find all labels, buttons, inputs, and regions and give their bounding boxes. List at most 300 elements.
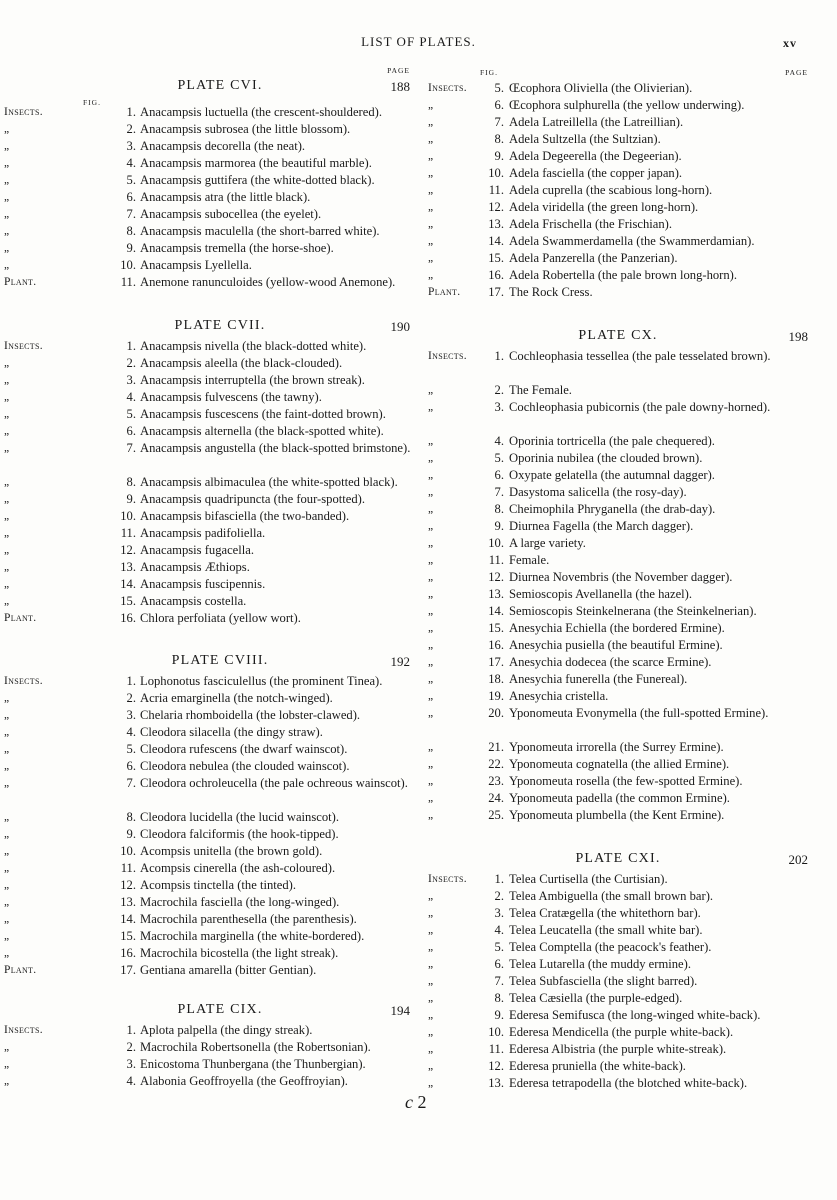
entry-category: „ <box>428 924 434 936</box>
species-name: Ederesa Mendicella (the purple white-back). <box>509 1025 734 1039</box>
figure-number: 13. <box>488 1076 504 1090</box>
entry-category: „ <box>4 191 10 203</box>
list-item <box>428 1058 808 1075</box>
plate-section <box>428 328 808 824</box>
entry-category: Plant. <box>428 286 461 298</box>
figure-number: 4. <box>494 434 504 448</box>
entry-category: „ <box>4 896 10 908</box>
entry-category: „ <box>428 656 434 668</box>
list-item <box>4 525 410 542</box>
figure-number: 6. <box>126 759 136 773</box>
entry-category: „ <box>4 947 10 959</box>
fig-column-label: FIG. <box>480 68 498 77</box>
species-name: Alabonia Geoffroyella (the Geoffroyian). <box>140 1074 348 1088</box>
figure-number: 5. <box>494 81 504 95</box>
figure-number: 11. <box>488 553 504 567</box>
figure-number: 1. <box>126 674 136 688</box>
figure-number: 8. <box>126 810 136 824</box>
list-item <box>428 250 808 267</box>
entry-category: „ <box>428 235 434 247</box>
list-item <box>4 894 410 911</box>
list-item <box>4 542 410 559</box>
list-item <box>4 877 410 894</box>
species-name: Yponomeuta rosella (the few-spotted Ermine). <box>509 774 743 788</box>
figure-number: 16. <box>488 638 504 652</box>
figure-number: 12. <box>488 570 504 584</box>
species-name: Cleodora nebulea (the clouded wainscot). <box>140 759 350 773</box>
species-name: Yponomeuta Evonymella (the full-spotted Ermine). <box>509 706 769 720</box>
list-item <box>428 399 808 433</box>
entry-category: „ <box>428 907 434 919</box>
figure-number: 10. <box>488 536 504 550</box>
entry-category: „ <box>428 452 434 464</box>
list-item <box>428 114 808 131</box>
figure-number: 1. <box>126 105 136 119</box>
figure-number: 7. <box>126 207 136 221</box>
entry-category: „ <box>4 828 10 840</box>
plate-section <box>428 851 808 1092</box>
species-name: Anacampsis subrosea (the little blossom). <box>140 122 351 136</box>
list-item <box>428 871 808 888</box>
figure-number: 6. <box>126 424 136 438</box>
entry-category: „ <box>4 1041 10 1053</box>
list-item <box>4 1022 410 1039</box>
species-name: Acompsis tinctella (the tinted). <box>140 878 296 892</box>
entry-category: Plant. <box>4 612 37 624</box>
plate-page-number: 202 <box>788 852 808 867</box>
list-item <box>4 928 410 945</box>
species-name: Œcophora Oliviella (the Olivierian). <box>509 81 693 95</box>
figure-number: 2. <box>126 1040 136 1054</box>
entry-category: Insects. <box>4 1024 43 1036</box>
entry-category: „ <box>4 913 10 925</box>
species-name: Anacampsis aleella (the black-clouded). <box>140 356 343 370</box>
figure-number: 10. <box>488 1025 504 1039</box>
species-name: Acompsis unitella (the brown gold). <box>140 844 323 858</box>
species-name: Gentiana amarella (bitter Gentian). <box>140 963 317 977</box>
plate-heading <box>30 318 410 338</box>
figure-number: 2. <box>126 356 136 370</box>
list-item <box>428 905 808 922</box>
entry-category: „ <box>4 692 10 704</box>
species-name: Cleodora rufescens (the dwarf wainscot). <box>140 742 348 756</box>
entry-category: „ <box>428 116 434 128</box>
species-name: Telea Cæsiella (the purple-edged). <box>509 991 683 1005</box>
figure-number: 1. <box>126 339 136 353</box>
entry-list <box>4 338 411 627</box>
plate-title: PLATE CVI. <box>177 78 263 93</box>
plate-continuation <box>428 68 808 301</box>
species-name: Macrochila bicostella (the light streak). <box>140 946 339 960</box>
entry-category: „ <box>4 357 10 369</box>
list-item <box>4 104 410 121</box>
entry-category: „ <box>428 384 434 396</box>
figure-number: 4. <box>494 923 504 937</box>
list-item <box>4 155 410 172</box>
species-name: Œcophora sulphurella (the yellow underwing). <box>509 98 745 112</box>
figure-number: 17. <box>488 285 504 299</box>
figure-number: 5. <box>126 407 136 421</box>
list-item <box>428 990 808 1007</box>
plate-section <box>4 66 410 291</box>
species-name: Cleodora falciformis (the hook-tipped). <box>140 827 339 841</box>
figure-number: 16. <box>120 611 136 625</box>
species-name: Anacampsis luctuella (the crescent-shouldered). <box>140 105 382 119</box>
figure-number: 18. <box>488 672 504 686</box>
species-name: Diurnea Novembris (the November dagger). <box>509 570 733 584</box>
plate-heading <box>30 66 410 107</box>
species-name: Adela Sultzella (the Sultzian). <box>509 132 661 146</box>
species-name: Anacampsis Æthiops. <box>140 560 250 574</box>
species-name: Oporinia tortricella (the pale chequered). <box>509 434 715 448</box>
figure-number: 22. <box>488 757 504 771</box>
entry-category: „ <box>4 930 10 942</box>
list-item <box>428 80 808 97</box>
species-name: Macrochila parenthesella (the parenthesis). <box>140 912 357 926</box>
figure-number: 17. <box>120 963 136 977</box>
list-item <box>428 501 808 518</box>
entry-category: Plant. <box>4 276 37 288</box>
entry-category: „ <box>428 707 434 719</box>
figure-number: 8. <box>494 502 504 516</box>
entry-category: „ <box>428 435 434 447</box>
entry-category: „ <box>428 1026 434 1038</box>
figure-number: 3. <box>126 139 136 153</box>
figure-number: 7. <box>126 441 136 455</box>
list-item <box>4 355 410 372</box>
list-item <box>428 518 808 535</box>
figure-number: 11. <box>120 861 136 875</box>
species-name: Anesychia dodecea (the scarce Ermine). <box>509 655 712 669</box>
figure-number: 3. <box>494 400 504 414</box>
species-name: Macrochila Robertsonella (the Robertsonian). <box>140 1040 371 1054</box>
figure-number: 14. <box>488 234 504 248</box>
entry-category: „ <box>4 811 10 823</box>
entry-category: „ <box>428 890 434 902</box>
species-name: Yponomeuta cognatella (the allied Ermine). <box>509 757 730 771</box>
species-name: Cochleophasia tessellea (the pale tesselated brown). <box>509 349 771 363</box>
list-item <box>4 172 410 189</box>
entry-category: Insects. <box>428 82 467 94</box>
entry-category: „ <box>428 958 434 970</box>
list-item <box>4 724 410 741</box>
list-item <box>4 1073 410 1090</box>
species-name: Telea Comptella (the peacock's feather). <box>509 940 712 954</box>
figure-number: 23. <box>488 774 504 788</box>
page-column-label: PAGE <box>785 68 808 77</box>
figure-number: 4. <box>126 390 136 404</box>
list-item <box>428 939 808 956</box>
entry-category: „ <box>4 527 10 539</box>
figure-number: 2. <box>126 122 136 136</box>
species-name: Anacampsis atra (the little black). <box>140 190 311 204</box>
figure-number: 12. <box>120 543 136 557</box>
list-item <box>4 843 410 860</box>
figure-number: 8. <box>494 991 504 1005</box>
list-item <box>4 508 410 525</box>
list-item <box>428 433 808 450</box>
species-name: Dasystoma salicella (the rosy-day). <box>509 485 687 499</box>
entry-category: „ <box>428 741 434 753</box>
species-name: The Rock Cress. <box>509 285 593 299</box>
entry-category: „ <box>428 133 434 145</box>
list-item <box>4 138 410 155</box>
plate-title: PLATE CX. <box>578 328 658 343</box>
species-name: Adela Swammerdamella (the Swammerdamian). <box>509 234 755 248</box>
species-name: Telea Lutarella (the muddy ermine). <box>509 957 691 971</box>
figure-number: 14. <box>120 577 136 591</box>
list-item <box>4 206 410 223</box>
figure-number: 1. <box>494 349 504 363</box>
plate-section <box>4 318 411 627</box>
species-name: Diurnea Fagella (the March dagger). <box>509 519 694 533</box>
figure-number: 16. <box>488 268 504 282</box>
list-item <box>4 610 410 627</box>
figure-number: 11. <box>488 1042 504 1056</box>
plate-heading <box>30 653 410 673</box>
plate-heading <box>428 328 808 348</box>
species-name: Telea Curtisella (the Curtisian). <box>509 872 668 886</box>
species-name: Cleodora ochroleucella (the pale ochreous wainscot). <box>140 776 408 790</box>
list-item <box>4 593 410 610</box>
entry-category: „ <box>4 510 10 522</box>
species-name: Lophonotus fasciculellus (the prominent Tinea). <box>140 674 383 688</box>
figure-number: 9. <box>126 492 136 506</box>
figure-number: 12. <box>488 200 504 214</box>
species-name: Telea Subfasciella (the slight barred). <box>509 974 698 988</box>
list-item <box>4 1056 410 1073</box>
figure-number: 10. <box>488 166 504 180</box>
entry-category: „ <box>428 201 434 213</box>
species-name: Anacampsis fuscescens (the faint-dotted brown). <box>140 407 386 421</box>
entry-category: „ <box>4 879 10 891</box>
list-item <box>4 406 410 423</box>
species-name: Oxypate gelatella (the autumnal dagger). <box>509 468 715 482</box>
species-name: Acompsis cinerella (the ash-coloured). <box>140 861 336 875</box>
plate-page-number: 192 <box>390 654 410 669</box>
list-item <box>4 945 410 962</box>
entry-category: Insects. <box>428 350 467 362</box>
list-item <box>428 450 808 467</box>
figure-number: 6. <box>494 468 504 482</box>
list-item <box>4 758 410 775</box>
species-name: Anacampsis decorella (the neat). <box>140 139 306 153</box>
list-item <box>4 576 410 593</box>
list-item <box>428 756 808 773</box>
entry-list <box>428 348 808 824</box>
list-item <box>428 467 808 484</box>
figure-number: 3. <box>126 1057 136 1071</box>
list-item <box>4 189 410 206</box>
figure-number: 15. <box>120 929 136 943</box>
species-name: Telea Leucatella (the small white bar). <box>509 923 703 937</box>
entry-category: „ <box>428 401 434 413</box>
plate-section <box>4 1002 410 1090</box>
entry-list <box>4 1022 410 1090</box>
list-item <box>428 620 808 637</box>
figure-number: 6. <box>126 190 136 204</box>
figure-number: 11. <box>120 275 136 289</box>
figure-number: 4. <box>126 156 136 170</box>
figure-number: 11. <box>120 526 136 540</box>
entry-category: „ <box>4 561 10 573</box>
species-name: Anacampsis bifasciella (the two-banded). <box>140 509 350 523</box>
entry-category: „ <box>428 1009 434 1021</box>
entry-category: „ <box>428 690 434 702</box>
entry-category: „ <box>428 975 434 987</box>
figure-number: 15. <box>120 594 136 608</box>
entry-category: „ <box>428 503 434 515</box>
figure-number: 14. <box>488 604 504 618</box>
plate-page-number: 188 <box>390 79 410 94</box>
entry-category: Insects. <box>4 675 43 687</box>
figure-number: 9. <box>494 519 504 533</box>
list-item <box>4 372 410 389</box>
entry-category: „ <box>428 269 434 281</box>
entry-category: „ <box>4 595 10 607</box>
species-name: Cleodora silacella (the dingy straw). <box>140 725 323 739</box>
species-name: Ederesa Albistria (the purple white-streak). <box>509 1042 727 1056</box>
entry-category: „ <box>4 374 10 386</box>
list-item <box>428 654 808 671</box>
entry-category: „ <box>4 760 10 772</box>
entry-category: „ <box>428 469 434 481</box>
species-name: Anacampsis tremella (the horse-shoe). <box>140 241 334 255</box>
plate-title: PLATE CXI. <box>575 851 661 866</box>
entry-category: „ <box>4 242 10 254</box>
entry-category: „ <box>428 554 434 566</box>
species-name: Acria emarginella (the notch-winged). <box>140 691 333 705</box>
figure-number: 8. <box>126 224 136 238</box>
entry-category: „ <box>4 123 10 135</box>
entry-category: „ <box>428 775 434 787</box>
list-item <box>428 956 808 973</box>
list-item <box>428 552 808 569</box>
species-name: Adela fasciella (the copper japan). <box>509 166 683 180</box>
species-name: Cleodora lucidella (the lucid wainscot). <box>140 810 339 824</box>
entry-category: „ <box>428 1077 434 1089</box>
figure-number: 5. <box>494 940 504 954</box>
entry-category: „ <box>428 486 434 498</box>
entry-category: „ <box>4 225 10 237</box>
entry-category: „ <box>4 578 10 590</box>
species-name: Anesychia pusiella (the beautiful Ermine). <box>509 638 723 652</box>
entry-category: „ <box>428 758 434 770</box>
figure-number: 1. <box>126 1023 136 1037</box>
species-name: Anacampsis guttifera (the white-dotted black). <box>140 173 375 187</box>
species-name: Chlora perfoliata (yellow wort). <box>140 611 301 625</box>
entry-category: „ <box>428 673 434 685</box>
page-number: xv <box>783 36 797 50</box>
species-name: Anacampsis alternella (the black-spotted white). <box>140 424 384 438</box>
list-item <box>4 559 410 576</box>
figure-number: 15. <box>488 621 504 635</box>
entry-category: Insects. <box>4 340 43 352</box>
species-name: Adela Robertella (the pale brown long-horn). <box>509 268 738 282</box>
figure-number: 13. <box>488 587 504 601</box>
species-name: Anacampsis subocellea (the eyelet). <box>140 207 322 221</box>
list-item <box>4 257 410 274</box>
plate-title: PLATE CVII. <box>174 318 266 333</box>
species-name: Ederesa tetrapodella (the blotched white-back). <box>509 1076 748 1090</box>
species-name: Chelaria rhomboidella (the lobster-clawed). <box>140 708 361 722</box>
figure-number: 10. <box>120 258 136 272</box>
entry-category: „ <box>428 992 434 1004</box>
plate-page-number: 190 <box>390 319 410 334</box>
species-name: Anesychia funerella (the Funereal). <box>509 672 688 686</box>
figure-number: 10. <box>120 509 136 523</box>
entry-category: „ <box>428 588 434 600</box>
entry-category: „ <box>428 809 434 821</box>
list-item <box>428 1007 808 1024</box>
list-item <box>4 1039 410 1056</box>
figure-number: 20. <box>488 706 504 720</box>
figure-number: 5. <box>494 451 504 465</box>
entry-category: „ <box>428 99 434 111</box>
figure-number: 7. <box>126 776 136 790</box>
list-item <box>428 773 808 790</box>
figure-number: 9. <box>126 241 136 255</box>
entry-category: „ <box>4 743 10 755</box>
plate-heading <box>428 851 808 871</box>
species-name: Cochleophasia pubicornis (the pale downy-horned). <box>509 400 771 414</box>
species-name: Yponomeuta padella (the common Ermine). <box>509 791 730 805</box>
entry-category: Insects. <box>428 873 467 885</box>
entry-category: „ <box>428 520 434 532</box>
entry-category: „ <box>4 845 10 857</box>
figure-number: 6. <box>494 98 504 112</box>
entry-category: Insects. <box>4 106 43 118</box>
list-item <box>4 274 410 291</box>
list-item <box>428 1075 808 1092</box>
list-item <box>4 423 410 440</box>
entry-category: „ <box>4 408 10 420</box>
species-name: Adela cuprella (the scabious long-horn). <box>509 183 713 197</box>
plate-title: PLATE CIX. <box>177 1002 263 1017</box>
figure-number: 11. <box>488 183 504 197</box>
entry-category: „ <box>428 605 434 617</box>
list-item <box>4 338 410 355</box>
list-item <box>428 922 808 939</box>
figure-number: 19. <box>488 689 504 703</box>
species-name: Adela Frischella (the Frischian). <box>509 217 672 231</box>
figure-number: 5. <box>126 173 136 187</box>
figure-number: 25. <box>488 808 504 822</box>
list-item <box>428 739 808 756</box>
figure-number: 5. <box>126 742 136 756</box>
list-item <box>428 1041 808 1058</box>
figure-number: 2. <box>126 691 136 705</box>
figure-number: 9. <box>494 1008 504 1022</box>
entry-category: „ <box>428 639 434 651</box>
list-item <box>4 491 410 508</box>
species-name: Anesychia cristella. <box>509 689 609 703</box>
list-item <box>428 233 808 250</box>
list-item <box>4 741 410 758</box>
figure-number: 3. <box>494 906 504 920</box>
entry-category: „ <box>428 150 434 162</box>
list-item <box>428 705 808 739</box>
plate-title: PLATE CVIII. <box>171 653 269 668</box>
species-name: Adela Latreillella (the Latreillian). <box>509 115 684 129</box>
list-item <box>428 807 808 824</box>
species-name: Female. <box>509 553 550 567</box>
entry-category: „ <box>428 1060 434 1072</box>
figure-number: 7. <box>494 974 504 988</box>
figure-number: 7. <box>494 485 504 499</box>
entry-category: „ <box>4 140 10 152</box>
figure-number: 10. <box>120 844 136 858</box>
